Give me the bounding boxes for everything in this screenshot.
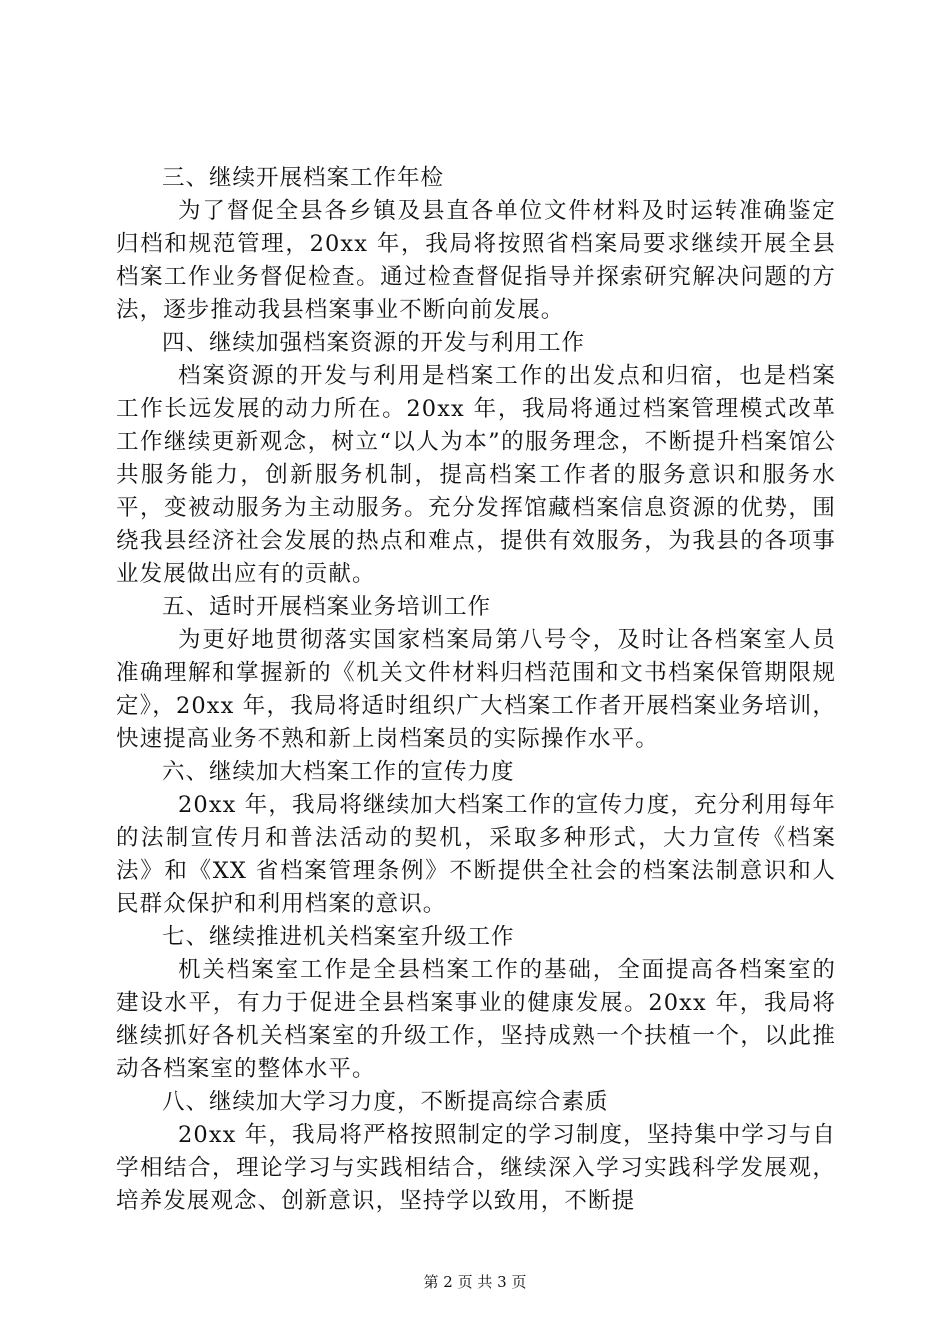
section-heading-7: 七、继续推进机关档案室升级工作	[162, 924, 515, 950]
document-body	[116, 162, 836, 1218]
section-heading-6: 六、继续加大档案工作的宣传力度	[162, 759, 515, 785]
section-paragraph-7: 机关档案室工作是全县档案工作的基础，全面提高各档案室的建设水平，有力于促进全县档案事业的健康发展。20xx 年，我局将继续抓好各机关档案室的升级工作，坚持成熟一个扶植一个，以此推动各档案室的整体水平。	[116, 957, 836, 1082]
section-heading-4: 四、继续加强档案资源的开发与利用工作	[162, 330, 586, 356]
section-paragraph-3: 为了督促全县各乡镇及县直各单位文件材料及时运转准确鉴定归档和规范管理，20xx 年，我局将按照省档案局要求继续开展全县档案工作业务督促检查。通过检查督促指导并探索研究解决问题的方法，逐步推动我县档案事业不断向前发展。	[116, 198, 836, 323]
section-paragraph-8: 20xx 年，我局将严格按照制定的学习制度，坚持集中学习与自学相结合，理论学习与实践相结合，继续深入学习实践科学发展观，培养发展观念、创新意识，坚持学以致用，不断提	[116, 1122, 836, 1214]
section-heading-3: 三、继续开展档案工作年检	[162, 165, 445, 191]
section-paragraph-6: 20xx 年，我局将继续加大档案工作的宣传力度，充分利用每年的法制宣传月和普法活动的契机，采取多种形式，大力宣传《档案法》和《XX 省档案管理条例》不断提供全社会的档案法制意识和人民群众保护和利用档案的意识。	[116, 792, 836, 917]
section-heading-8: 八、继续加大学习力度，不断提高综合素质	[162, 1089, 609, 1115]
section-paragraph-5: 为更好地贯彻落实国家档案局第八号令，及时让各档案室人员准确理解和掌握新的《机关文件材料归档范围和文书档案保管期限规定》，20xx 年，我局将适时组织广大档案工作者开展档案业务培训，快速提高业务不熟和新上岗档案员的实际操作水平。	[116, 627, 836, 752]
section-heading-5: 五、适时开展档案业务培训工作	[162, 594, 492, 620]
page-number-footer: 第 2 页 共 3 页	[423, 1273, 527, 1291]
section-paragraph-4: 档案资源的开发与利用是档案工作的出发点和归宿，也是档案工作长远发展的动力所在。20xx 年，我局将通过档案管理模式改革工作继续更新观念，树立“以人为本”的服务理念，不断提升档案馆公共服务能力，创新服务机制，提高档案工作者的服务意识和服务水平，变被动服务为主动服务。充分发挥馆藏档案信息资源的优势，围绕我县经济社会发展的热点和难点，提供有效服务，为我县的各项事业发展做出应有的贡献。	[116, 363, 836, 587]
